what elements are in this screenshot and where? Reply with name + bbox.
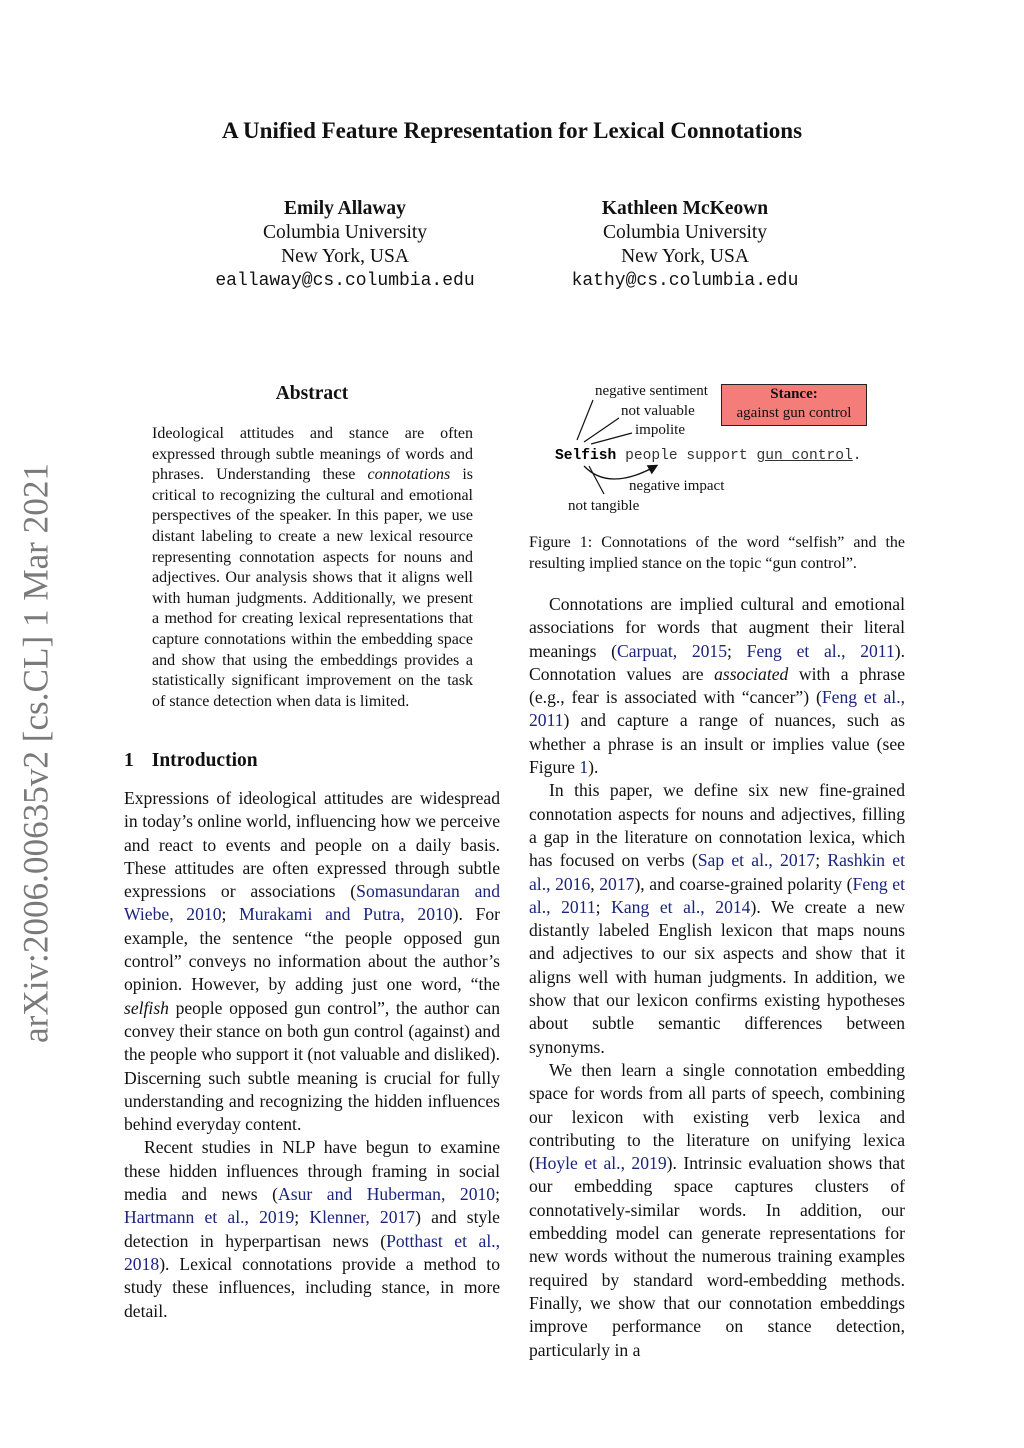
connotation-label: not tangible [568, 498, 640, 514]
figure-reference-link[interactable]: 1 [579, 757, 589, 778]
text-run: ) and capture a range of nuances, such as whether a phrase is an insult or implies value (see Figure [529, 710, 905, 778]
arxiv-identifier [14, 458, 64, 1048]
connotation-label: negative sentiment [595, 383, 708, 399]
abstract-text: Ideological attitudes and stance are often expressed through subtle meanings of words and phrases. Understanding these [152, 425, 473, 484]
text-run: ). For example, the sentence “the people opposed gun control” conveys no information about the author’s opinion. However, by adding just one word, “the [124, 904, 500, 995]
emphasis: selfish [124, 997, 169, 1018]
figure-1 [529, 378, 905, 528]
paragraph: In this paper, we define six new fine-grained connotation aspects for nouns and adjectives, filling a gap in the literature on connotation lexica, which has focused on verbs (Sap et al., 2017; Rashkin et al., 2016, 2017), and coarse-grained polarity (Feng et al., 2011; Kang et al., 2014). We create a new distantly labeled English lexicon that maps nouns and adjectives to our six aspects and show that it aligns well with human judgments. In addition, we show that our lexicon confirms existing hypotheses about subtle semantic differences between synonyms. [529, 780, 905, 1057]
paper-title: A Unified Feature Representation for Lexical Connotations [221, 118, 803, 143]
connector-line [589, 466, 604, 494]
citation-link[interactable]: Feng et al., 2011 [529, 873, 905, 917]
text-run: ). [588, 757, 599, 778]
stance-topic: gun control [756, 448, 853, 464]
citation-link[interactable]: 2017 [599, 873, 635, 894]
connotation-label: negative impact [629, 478, 725, 494]
text-run: ). Connotation values are [529, 640, 906, 684]
stance-title: Stance: [770, 386, 818, 402]
text-run: ), and coarse-grained polarity ( [634, 873, 853, 894]
example-sentence [555, 448, 862, 464]
sentence-end: . [852, 448, 862, 464]
citation-link[interactable]: Sap et al., 2017 [697, 850, 816, 871]
section-title: Introduction [151, 750, 258, 771]
citation-link[interactable]: Potthast et al., 2018 [124, 1230, 501, 1274]
author-block-1 [165, 197, 525, 293]
figure-1-caption: Figure 1: Connotations of the word “selfish” and the resulting implied stance on the topic “gun control”. [529, 534, 905, 572]
left-column-body [124, 787, 500, 1323]
right-column-body [529, 593, 905, 1362]
connector-line [591, 433, 632, 444]
stance-box [721, 384, 867, 426]
arxiv-identifier-svg [14, 458, 64, 1048]
citation-link[interactable]: Rashkin et al., 2016 [529, 850, 905, 894]
citation-link[interactable]: Feng et al., 2011 [746, 640, 895, 661]
text-run: with a phrase (e.g., fear is associated with “cancer”) ( [529, 663, 905, 708]
section-heading-introduction [124, 750, 258, 772]
sentence-text: people support [616, 448, 757, 464]
author-block-2 [505, 197, 865, 293]
text-run: Expressions of ideological attitudes are widespread in today’s online world, influencing how we perceive and react to events and people on a daily basis. These attitudes are often expressed through subtle expressions or associations ( [124, 788, 500, 902]
citation-link[interactable]: Kang et al., 2014 [611, 896, 751, 917]
abstract-text: is critical to recognizing the cultural and emotional perspectives of the speaker. In this paper, we use distant labeling to create a new lexical resource representing connotation aspects for nouns and adjectives. Our analysis shows that it aligns well with human judgments. Additionally, we present a method for creating lexical representations that capture connotations within the embedding space and show that using the embeddings provides a statistically significant improvement on the task of stance detection when data is limited. [152, 466, 474, 710]
author-name: Emily Allaway [284, 198, 406, 219]
citation-link[interactable]: Klenner, 2017 [309, 1207, 416, 1228]
emphasis: associated [714, 663, 789, 684]
connotation-label: not valuable [621, 403, 695, 419]
text-run: ). We create a new distantly labeled English lexicon that maps nouns and adjectives to our six aspects and show that it aligns well with human judgments. In addition, we show that our lexicon confirms existing hypotheses about subtle semantic differences between synonyms. [529, 896, 905, 1057]
text-run: We then learn a single connotation embedding space for words from all parts of speech, combining our lexicon with existing verb lexica and contributing to the literature on unifying lexica ( [529, 1059, 905, 1174]
text-run: In this paper, we define six new fine-grained connotation aspects for nouns and adjectives, filling a gap in the literature on connotation lexica, which has focused on verbs ( [529, 780, 905, 871]
text-run: ). Intrinsic evaluation shows that our embedding space captures clusters of connotatively-similar words. In addition, our embedding model can generate representations for new words without the numerous training examples required by standard word-embedding methods. Finally, we show that our connotation embeddings improve performance on stance detection, particularly in a [529, 1153, 906, 1360]
stance-value: against gun control [736, 405, 852, 421]
target-word: Selfish [555, 448, 617, 464]
author-affiliation: Columbia University [602, 222, 768, 243]
citation-link[interactable]: Carpuat, 2015 [617, 640, 728, 661]
citation-link[interactable]: Asur and Huberman, 2010 [278, 1184, 496, 1205]
section-number: 1 [124, 750, 134, 771]
author-email[interactable]: eallaway@cs.columbia.edu [215, 271, 475, 291]
text-run: people opposed gun control”, the author can convey their stance on both gun control (against) and the people who support it (not valuable and disliked). Discerning such subtle meaning is crucial for fully understanding and recognizing the hidden influences behind everyday content. [124, 997, 500, 1135]
author-location: New York, USA [621, 246, 749, 267]
abstract-body [152, 424, 473, 712]
paragraph: Expressions of ideological attitudes are widespread in today’s online world, influencing how we perceive and react to events and people on a daily basis. These attitudes are often expressed through subtle expressions or associations (Somasundaran and Wiebe, 2010; Murakami and Putra, 2010). For example, the sentence “the people opposed gun control” conveys no information about the author’s opinion. However, by adding just one word, “the selfish people opposed gun control”, the author can convey their stance on both gun control (against) and the people who support it (not valuable and disliked). Discerning such subtle meaning is crucial for fully understanding and recognizing the hidden influences behind everyday content. [124, 788, 501, 1135]
text-run: Recent studies in NLP have begun to examine these hidden influences through framing in social media and news ( [124, 1137, 500, 1205]
abstract-emphasis: connotations [367, 466, 451, 484]
author-affiliation: Columbia University [262, 222, 428, 243]
text-run: ). Lexical connotations provide a method to study these influences, including stance, in more detail. [124, 1253, 500, 1321]
author-email[interactable]: kathy@cs.columbia.edu [571, 271, 799, 291]
paragraph: Recent studies in NLP have begun to examine these hidden influences through framing in social media and news (Asur and Huberman, 2010; Hartmann et al., 2019; Klenner, 2017) and style detection in hyperpartisan news (Potthast et al., 2018). Lexical connotations provide a method to study these influences, including stance, in more detail. [124, 1137, 501, 1321]
connector-line [577, 400, 593, 440]
text-run: Connotations are implied cultural and emotional associations for words that augment their literal meanings ( [529, 594, 905, 661]
abstract-heading: Abstract [275, 383, 349, 404]
citation-link[interactable]: Hartmann et al., 2019 [124, 1207, 295, 1228]
citation-link[interactable]: Murakami and Putra, 2010 [239, 904, 453, 925]
citation-link[interactable]: Somasundaran and Wiebe, 2010 [124, 881, 501, 925]
paragraph [529, 1059, 905, 1362]
author-location: New York, USA [281, 246, 409, 267]
arxiv-identifier-text: arXiv:2006.00635v2 [cs.CL] 1 Mar 2021 [15, 458, 56, 1043]
citation-link[interactable]: Hoyle et al., 2019 [534, 1153, 667, 1174]
connotation-label: impolite [635, 422, 685, 438]
text-run: ) and style detection in hyperpartisan news ( [124, 1207, 500, 1251]
paragraph: Connotations are implied cultural and emotional associations for words that augment their literal meanings (Carpuat, 2015; Feng et al., 2011). Connotation values are associated with a phrase (e.g., fear is associated with “cancer”) (Feng et al., 2011) and capture a range of nuances, such as whether a phrase is an insult or implies value (see Figure 1). [529, 594, 906, 778]
author-name: Kathleen McKeown [601, 198, 769, 219]
citation-link[interactable]: Feng et al., 2011 [529, 687, 905, 731]
